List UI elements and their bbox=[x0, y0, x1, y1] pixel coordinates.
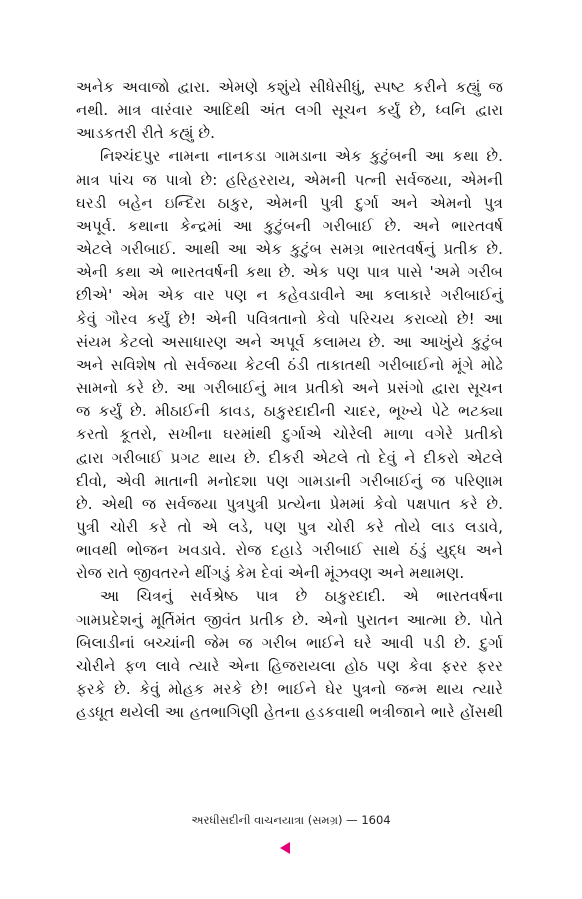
paragraph-2-line: એટલે ગરીબાઈ. આથી આ એક કુટુંબ સમગ્ર ભારતવર્ષનું પ્રતીક છે. bbox=[76, 240, 503, 259]
prev-page-triangle-icon[interactable] bbox=[280, 842, 290, 854]
paragraph-3 bbox=[76, 585, 503, 724]
paragraph-2 bbox=[76, 145, 503, 585]
paragraph-2-line: નિશ્ચંદપુર નામના નાનકડા ગામડાના એક કુટુંબની આ કથા છે. bbox=[100, 147, 503, 166]
paragraph-3-line: બિલાડીનાં બચ્ચાંની જેમ જ ગરીબ ભાઈને ઘરે આવી પડી છે. દુર્ગા bbox=[76, 633, 503, 652]
paragraph-2-line: પુત્રી ચોરી કરે તો એ લડે, પણ પુત્ર ચોરી કરે તોયે લાડ લડાવે, bbox=[76, 517, 503, 536]
paragraph-2-line: એની કથા એ ભારતવર્ષની કથા છે. એક પણ પાત્ર પાસે 'અમે ગરીબ bbox=[76, 263, 503, 282]
paragraph-2-line: ભાવથી ભોજન ખવડાવે. રોજ દહાડે ગરીબાઈ સાથે ઠંડું યુદ્ધ અને bbox=[76, 541, 503, 560]
page-footer: અરધીસદીની વાચનયાત્રા (સમગ્ર) — 1604 bbox=[191, 813, 391, 827]
paragraph-2-line: અને સવિશેષ તો સર્વજયા કેટલી ઠંડી તાકાતથી ગરીબાઈનો મૂંગે મોઢે bbox=[76, 355, 503, 374]
paragraph-2-line: કેવું ગૌરવ કર્યું છે! એની પવિત્રતાનો કેવો પરિચય કરાવ્યો છે! આ bbox=[76, 309, 503, 328]
paragraph-2-line: દીવો, એવી માતાની મનોદશા પણ ગામડાની ગરીબાઈનું જ પરિણામ bbox=[76, 471, 503, 490]
paragraph-2-line: છે. એથી જ સર્વજયા પુત્રપુત્રી પ્રત્યેના પ્રેમમાં કેવો પક્ષપાત કરે છે. bbox=[76, 494, 503, 513]
paragraph-3-line: ગામપ્રદેશનું મૂર્તિમંત જીવંત પ્રતીક છે. એનો પુરાતન આત્મા છે. પોતે bbox=[76, 610, 503, 629]
paragraph-2-line: ઘરડી બહેન ઇન્દિરા ઠાકુર, એમની પુત્રી દુર્ગા અને એમનો પુત્ર bbox=[76, 193, 503, 212]
paragraph-3-line: હડધૂત થયેલી આ હતભાગિણી હેતના હડકવાથી ભત્રીજાને ભારે હોંસથી bbox=[76, 703, 503, 722]
paragraph-2-line: જ કર્યું છે. મીઠાઈની કાવડ, ઠાકુરદાદીની ચાદર, ભૂખ્યે પેટે ભટક્યા bbox=[76, 402, 503, 421]
paragraph-2-line: દ્વારા ગરીબાઈ પ્રગટ થાય છે. દીકરી એટલે તો દેવું ને દીકરો એટલે bbox=[76, 448, 503, 467]
paragraph-2-line: સંયમ કેટલો અસાધારણ અને અપૂર્વ કલામય છે. આ આખુંયે કુટુંબ bbox=[76, 332, 503, 351]
paragraph-2-line: છીએ' એમ એક વાર પણ ન કહેવડાવીને આ કલાકારે ગરીબાઈનું bbox=[76, 286, 503, 305]
paragraph-2-line: કરતો કૂતરો, સખીના ઘરમાંથી દુર્ગાએ ચોરેલી માળા વગેરે પ્રતીકો bbox=[76, 425, 503, 444]
paragraph-3-line: આ ચિત્રનું સર્વશ્રેષ્ઠ પાત્ર છે ઠાકુરદાદી. એ ભારતવર્ષના bbox=[100, 587, 503, 606]
paragraph-1-line: નથી. માત્ર વારંવાર આદિથી અંત લગી સૂચન કર્યું છે, ધ્વનિ દ્વારા bbox=[76, 101, 503, 120]
paragraph-1 bbox=[76, 76, 503, 145]
paragraph-1-line: અનેક અવાજો દ્વારા. એમણે કશુંયે સીધેસીધું, સ્પષ્ટ કરીને કહ્યું જ bbox=[76, 78, 503, 96]
paragraph-2-line: રોજ રાતે જીવતરને થીંગડું કેમ દેવાં એની મૂંઝવણ અને મથામણ. bbox=[76, 564, 465, 583]
paragraph-3-line: ચોરીને ફળ લાવે ત્યારે એના હિજરાયલા હોઠ પણ કેવા ફરર ફરર bbox=[76, 656, 503, 675]
paragraph-1-line: આડકતરી રીતે કહ્યું છે. bbox=[76, 124, 215, 143]
paragraph-2-line: માત્ર પાંચ જ પાત્રો છે: હરિહરરાય, એમની પત્ની સર્વજયા, એમની bbox=[76, 170, 503, 189]
paragraph-2-line: અપૂર્વ. કથાના કેન્દ્રમાં આ કુટુંબની ગરીબાઈ છે. અને ભારતવર્ષ bbox=[76, 216, 503, 235]
page-body bbox=[76, 76, 503, 724]
paragraph-3-line: ફરકે છે. કેવું મોહક મરકે છે! ભાઈને ઘેર પુત્રનો જન્મ થાય ત્યારે bbox=[76, 680, 503, 699]
paragraph-2-line: સામનો કરે છે. આ ગરીબાઈનું માત્ર પ્રતીકો અને પ્રસંગો દ્વારા સૂચન bbox=[76, 379, 503, 398]
